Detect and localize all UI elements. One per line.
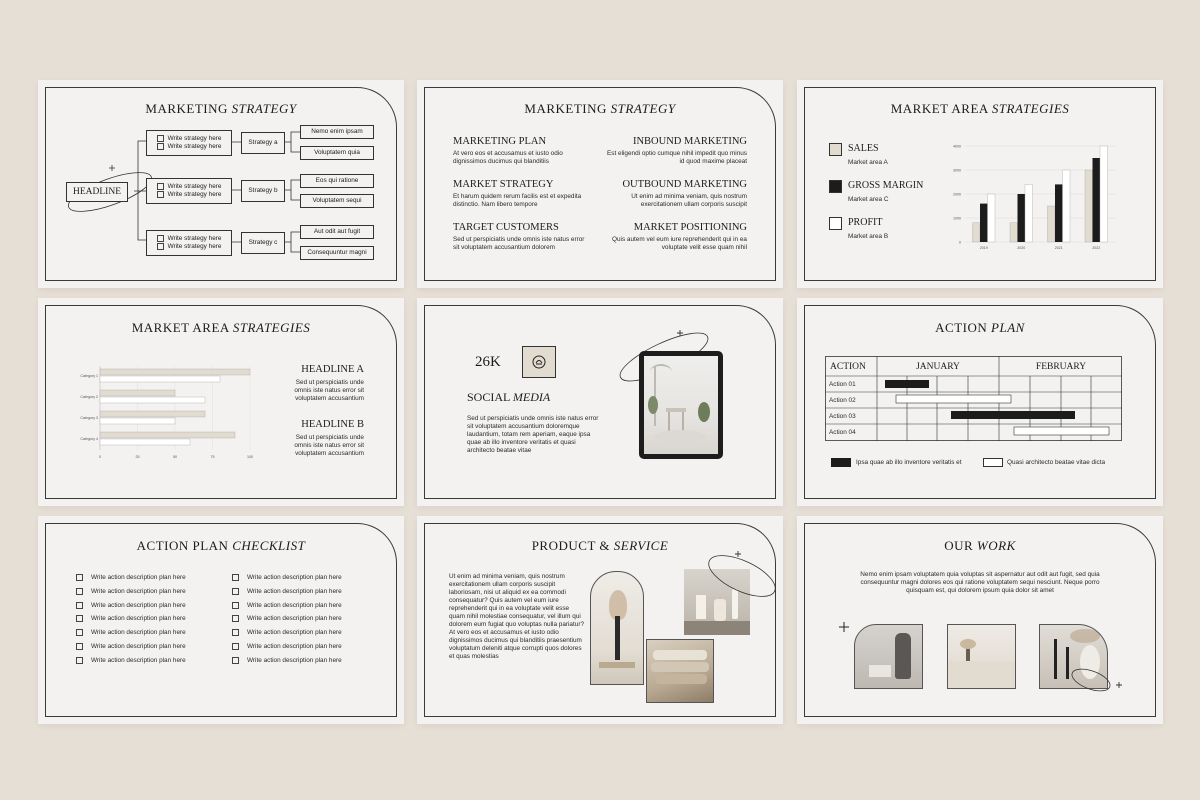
y-tick-label: Category 1	[80, 374, 98, 378]
legend-swatch-sales	[829, 143, 842, 156]
x-tick-label: 75	[210, 455, 215, 459]
block-heading: INBOUND MARKETING	[632, 136, 747, 147]
strategy-items-a: Write strategy here Write strategy here	[146, 130, 232, 156]
column-header: ACTION	[830, 362, 866, 372]
strategy-b-box: Strategy b	[241, 180, 285, 202]
slide-title: ACTION PLAN CHECKLIST	[136, 538, 306, 553]
checklist-item[interactable]	[232, 657, 342, 665]
slide-title: MARKETING STRATEGY	[145, 101, 297, 116]
bar-sales	[1010, 223, 1018, 242]
checklist-item-label: Write action description plan here	[91, 601, 186, 609]
checkbox-icon[interactable]	[232, 615, 239, 622]
y-tick-label: 3000	[953, 168, 961, 173]
strategy-items-c: Write strategy here Write strategy here	[146, 230, 232, 256]
checkbox-icon[interactable]	[76, 615, 83, 622]
checkbox-icon[interactable]	[76, 629, 83, 636]
y-tick-label: 1000	[953, 216, 961, 221]
bar-gross-margin	[980, 204, 988, 242]
block-text: Quis autem vel eum iure reprehenderit qui in ea voluptate velit esse quam nihil	[612, 236, 747, 251]
y-tick-label: 2000	[953, 192, 961, 197]
work-photo-table	[947, 624, 1016, 689]
y-tick-label: 4000	[953, 144, 961, 149]
bar-profit	[988, 194, 996, 242]
slide-market-area-horizontal-chart[interactable]	[38, 298, 404, 506]
bar-series-2	[100, 418, 175, 424]
slide-title: MARKET AREA STRATEGIES	[890, 101, 1070, 116]
headline-box: HEADLINE	[66, 182, 128, 202]
legend-sub: Market area B	[848, 233, 889, 240]
checklist-item[interactable]	[232, 588, 342, 596]
x-tick-label: 0	[99, 455, 101, 459]
result-box: Voluptatem quia	[300, 146, 374, 160]
body-text: Ut enim ad minima veniam, quis nostrum exercitationem ullam corporis suscipit laboriosam, nisi ut aliquid ex ea commodi consequatur? Quis autem vel eum iure reprehenderit qui in ea voluptate velit esse quam nihil molestiae consequatur, vel illum qui dolorem eum fugiat quo voluptas nulla pariatur? At vero eos et accusamus et iusto odio dignissimos ducimus qui blanditiis praesentium voluptatum deleniti atque corrupti quos dolores et quas molestias	[449, 573, 584, 660]
strategy-items-b: Write strategy here Write strategy here	[146, 178, 232, 204]
bar-gross-margin	[1055, 184, 1063, 242]
checklist-item[interactable]	[76, 629, 186, 637]
y-tick-label: Category 2	[80, 395, 98, 399]
block-heading: MARKET POSITIONING	[633, 222, 747, 233]
row-label: Action 04	[829, 429, 856, 436]
checklist-item-label: Write action description plan here	[247, 615, 342, 623]
x-tick-label: 100	[247, 455, 253, 459]
gantt-bar-action-04	[1014, 427, 1109, 435]
gantt-bar-action-01	[885, 380, 929, 388]
horizontal-bar-chart	[74, 364, 264, 464]
checklist-item-label: Write action description plan here	[247, 601, 342, 609]
legend-swatch-light	[983, 458, 1003, 467]
slide-title: PRODUCT & SERVICE	[531, 538, 669, 553]
block-text: Est eligendi optio cumque nihil impedit quo minus id quod maxime placeat	[607, 150, 747, 165]
slide-action-plan-checklist[interactable]	[38, 516, 404, 724]
text-block	[603, 179, 747, 209]
social-icon-box	[522, 346, 556, 378]
slide-title: MARKET AREA STRATEGIES	[131, 320, 311, 335]
y-tick-label: Category 4	[80, 437, 98, 441]
result-box: Aut odit aut fugit	[300, 225, 374, 239]
legend-label: Ipsa quae ab illo inventore veritatis et	[856, 459, 962, 466]
result-box: Eos qui ratione	[300, 174, 374, 188]
checklist-item[interactable]	[76, 574, 186, 582]
checkbox-icon[interactable]	[76, 602, 83, 609]
block-text: Sed ut perspiciatis unde omnis iste natus error sit voluptatem accusantium	[294, 434, 364, 457]
bar-gross-margin	[1093, 158, 1101, 242]
slide-marketing-strategy-text[interactable]	[417, 80, 783, 288]
checkbox-icon[interactable]	[76, 657, 83, 664]
slide-social-media[interactable]	[417, 298, 783, 506]
slide-marketing-strategy-diagram[interactable]	[38, 80, 404, 288]
tablet-mockup	[639, 351, 723, 459]
body-text: Sed ut perspiciatis unde omnis iste natus error sit voluptatem accusantium doloremque laudantium, totam rem aperiam, eaque ipsa quae ab illo inventore veritatis et quasi architecto beatae vitae	[467, 415, 599, 454]
sparkle-icon	[837, 620, 851, 634]
legend-swatch-profit	[829, 217, 842, 230]
bar-sales	[1085, 170, 1093, 242]
interior-photo	[644, 356, 718, 454]
gantt-bar-action-03	[951, 411, 1075, 419]
legend-label: SALES	[848, 143, 879, 154]
block-text: Et harum quidem rerum facilis est et expedita distinctio. Nam libero tempore	[453, 193, 582, 208]
checklist-item[interactable]	[76, 643, 186, 651]
bar-chart	[947, 140, 1123, 255]
product-photo-arch	[590, 571, 644, 685]
bar-series-1	[100, 432, 235, 438]
legend-label: GROSS MARGIN	[848, 180, 924, 191]
checkbox-icon[interactable]	[76, 643, 83, 650]
x-tick-label: 25	[135, 455, 140, 459]
checklist-item[interactable]	[232, 615, 342, 623]
bar-series-1	[100, 411, 205, 417]
checklist-item[interactable]	[232, 629, 342, 637]
checklist-item[interactable]	[76, 588, 186, 596]
slide-title: OUR WORK	[944, 538, 1016, 553]
checklist-item-label: Write action description plan here	[247, 629, 342, 637]
checklist-item-label: Write action description plan here	[91, 574, 186, 582]
result-box: Consequuntur magni	[300, 246, 374, 260]
checkbox-icon[interactable]	[76, 574, 83, 581]
checkbox-icon[interactable]	[232, 588, 239, 595]
bar-profit	[1025, 184, 1033, 242]
checklist-item-label: Write action description plan here	[91, 643, 186, 651]
text-block	[278, 364, 364, 403]
checklist-item[interactable]	[232, 574, 342, 582]
x-tick-label: 2019	[979, 246, 988, 250]
block-heading: OUTBOUND MARKETING	[622, 179, 747, 190]
decorative-orbit	[1067, 662, 1127, 702]
checkbox-icon[interactable]	[232, 574, 239, 581]
block-heading: HEADLINE B	[301, 419, 364, 430]
block-text: Ut enim ad minima veniam, quis nostrum exercitationem ullam corporis suscipit	[631, 193, 747, 208]
legend-sub: Market area A	[848, 159, 888, 166]
block-heading: TARGET CUSTOMERS	[453, 222, 559, 233]
strategy-c-box: Strategy c	[241, 232, 285, 254]
gantt-bar-action-02	[896, 395, 1011, 403]
checkbox-icon[interactable]	[232, 602, 239, 609]
block-text: At vero eos et accusamus et iusto odio dignissimos ducimus qui blanditiis	[453, 150, 563, 165]
slide-action-plan[interactable]	[797, 298, 1163, 506]
checklist-item[interactable]	[76, 615, 186, 623]
checklist-item[interactable]	[76, 657, 186, 665]
result-box: Voluptatem sequi	[300, 194, 374, 208]
text-block	[278, 419, 364, 458]
bar-series-1	[100, 369, 250, 375]
checklist-item-label: Write action description plan here	[91, 629, 186, 637]
checklist-item-label: Write action description plan here	[247, 643, 342, 651]
checkbox-icon[interactable]	[76, 588, 83, 595]
slide-market-area-vertical-chart[interactable]	[797, 80, 1163, 288]
strategy-a-box: Strategy a	[241, 132, 285, 154]
checklist-item-label: Write action description plan here	[247, 587, 342, 595]
bar-series-1	[100, 390, 175, 396]
text-block	[453, 136, 583, 166]
month-header: JANUARY	[916, 362, 960, 372]
checklist-item-label: Write action description plan here	[247, 656, 342, 664]
notification-icon	[523, 347, 555, 377]
stat-value: 26K	[475, 354, 501, 370]
row-label: Action 02	[829, 397, 856, 404]
slide-our-work[interactable]	[797, 516, 1163, 724]
bar-sales	[973, 223, 981, 242]
text-block	[453, 179, 583, 209]
checklist-item-label: Write action description plan here	[91, 587, 186, 595]
body-text: Nemo enim ipsam voluptatem quia voluptas sit aspernatur aut odit aut fugit, sed quia consequuntur magni dolores eos qui ratione voluptatem sequi nesciunt. Neque porro quisquam est, qui dolorem ipsum quia dolor sit amet	[860, 571, 1100, 594]
block-text: Sed ut perspiciatis unde omnis iste natus error sit voluptatem accusantium	[294, 379, 364, 402]
checklist-item-label: Write action description plan here	[91, 615, 186, 623]
result-box: Nemo enim ipsam	[300, 125, 374, 139]
bar-profit	[1100, 146, 1108, 242]
checklist-item[interactable]	[232, 602, 342, 610]
work-photo-vase	[854, 624, 923, 689]
legend-label: PROFIT	[848, 217, 883, 228]
y-tick-label: 0	[959, 240, 961, 245]
bar-series-2	[100, 397, 205, 403]
block-heading: MARKET STRATEGY	[453, 179, 554, 190]
slide-title: ACTION PLAN	[935, 320, 1025, 335]
x-tick-label: 2022	[1092, 246, 1101, 250]
text-block	[603, 222, 747, 252]
legend-swatch-dark	[831, 458, 851, 467]
legend-label: Quasi architecto beatae vitae dicta	[1007, 459, 1106, 466]
checklist-item-label: Write action description plan here	[247, 574, 342, 582]
checklist-item[interactable]	[76, 602, 186, 610]
text-block	[453, 222, 587, 252]
checkbox-icon[interactable]	[232, 629, 239, 636]
x-tick-label: 2021	[1054, 246, 1063, 250]
row-label: Action 01	[829, 381, 856, 388]
bar-sales	[1048, 206, 1056, 242]
month-header: FEBRUARY	[1035, 362, 1087, 372]
bar-gross-margin	[1018, 194, 1026, 242]
checklist-item-label: Write action description plan here	[91, 656, 186, 664]
bar-series-2	[100, 439, 190, 445]
legend-sub: Market area C	[848, 196, 889, 203]
text-block	[603, 136, 747, 166]
slide-product-service[interactable]	[417, 516, 783, 724]
checkbox-icon[interactable]	[232, 657, 239, 664]
block-heading: HEADLINE A	[301, 364, 364, 375]
x-tick-label: 50	[173, 455, 177, 459]
checkbox-icon[interactable]	[232, 643, 239, 650]
decorative-orbit	[702, 544, 782, 606]
slide-title: SOCIAL MEDIA	[467, 390, 551, 404]
block-heading: MARKETING PLAN	[453, 136, 547, 147]
x-tick-label: 2020	[1017, 246, 1026, 250]
bar-profit	[1063, 170, 1071, 242]
checklist-item[interactable]	[232, 643, 342, 651]
legend-swatch-gross-margin	[829, 180, 842, 193]
bar-series-2	[100, 376, 220, 382]
row-label: Action 03	[829, 413, 856, 420]
block-text: Sed ut perspiciatis unde omnis iste natus error sit voluptatem accusantium dolorem	[453, 236, 585, 251]
y-tick-label: Category 3	[80, 416, 98, 420]
product-photo-textile	[646, 639, 714, 703]
slide-title: MARKETING STRATEGY	[524, 101, 676, 116]
